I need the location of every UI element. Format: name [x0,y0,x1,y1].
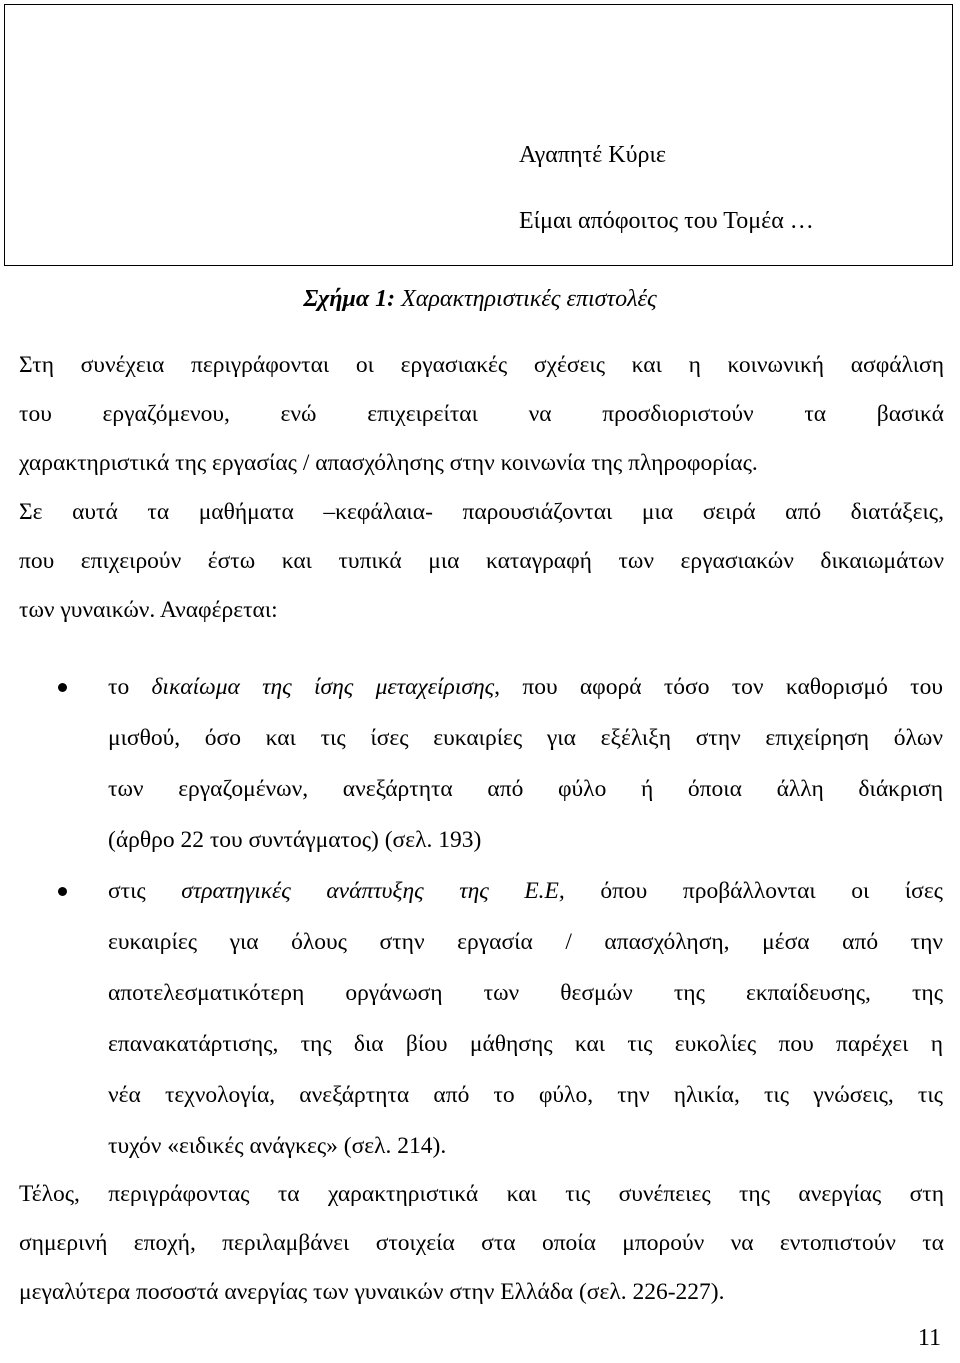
paragraph-intro [19,341,944,635]
bullet-list [0,662,960,1172]
paragraph-line: Στη συνέχεια περιγράφονται οι εργασιακές σχέσεις και η κοινωνική ασφάλιση [19,352,944,378]
caption-label: Σχήμα 1: [303,286,396,312]
paragraph-closing [19,1170,944,1317]
list-item-line: τυχόν «ειδικές ανάγκες» (σελ. 214). [108,1133,447,1159]
paragraph-line: Σε αυτά τα μαθήματα –κεφάλαια- παρουσιάζονται μια σειρά από διατάξεις, [19,499,944,525]
list-item-line: (άρθρο 22 του συντάγματος) (σελ. 193) [108,827,482,853]
list-item-line: αποτελεσματικότερη οργάνωση των θεσμών της εκπαίδευσης, της [108,980,943,1006]
letter-opening: Είμαι απόφοιτος του Τομέα … [519,208,814,234]
list-item-line: στις στρατηγικές ανάπτυξης της Ε.Ε, όπου προβάλλονται οι ίσες [108,878,943,904]
emphasis-text: δικαίωμα της ίσης μεταχείρισης [151,674,495,700]
paragraph-line: μεγαλύτερα ποσοστά ανεργίας των γυναικών στην Ελλάδα (σελ. 226-227). [19,1279,725,1305]
paragraph-line: που επιχειρούν έστω και τυπικά μια καταγραφή των εργασιακών δικαιωμάτων [19,548,944,574]
list-item-text [108,866,943,1172]
sample-letter-figure [4,4,953,266]
caption-text: Χαρακτηριστικές επιστολές [401,286,657,312]
list-item-line: το δικαίωμα της ίσης μεταχείρισης, που αφορά τόσο τον καθορισμό του [108,674,943,700]
page-number: 11 [917,1325,941,1351]
figure-caption [0,286,960,313]
bullet-icon [58,683,67,692]
paragraph-line: χαρακτηριστικά της εργασίας / απασχόλησης στην κοινωνία της πληροφορίας. [19,450,758,476]
bullet-icon [58,887,67,896]
list-item-line: επανακατάρτισης, της δια βίου μάθησης και τις ευκολίες που παρέχει η [108,1031,943,1057]
list-item-line: ευκαιρίες για όλους στην εργασία / απασχόληση, μέσα από την [108,929,943,955]
list-item-line: των εργαζομένων, ανεξάρτητα από φύλο ή όποια άλλη διάκριση [108,776,943,802]
list-item-line: μισθού, όσο και τις ίσες ευκαιρίες για εξέλιξη στην επιχείρηση όλων [108,725,943,751]
list-item [0,866,960,1172]
list-item-line: νέα τεχνολογία, ανεξάρτητα από το φύλο, την ηλικία, τις γνώσεις, τις [108,1082,943,1108]
list-item-text [108,662,943,866]
paragraph-line: του εργαζόμενου, ενώ επιχειρείται να προσδιοριστούν τα βασικά [19,401,944,427]
paragraph-line: σημερινή εποχή, περιλαμβάνει στοιχεία στα οποία μπορούν να εντοπιστούν τα [19,1230,944,1256]
letter-greeting: Αγαπητέ Κύριε [519,142,666,168]
list-item [0,662,960,866]
paragraph-line: Τέλος, περιγράφοντας τα χαρακτηριστικά και τις συνέπειες της ανεργίας στη [19,1181,944,1207]
paragraph-line: των γυναικών. Αναφέρεται: [19,597,278,623]
emphasis-text: στρατηγικές ανάπτυξης της Ε.Ε, [181,878,565,904]
